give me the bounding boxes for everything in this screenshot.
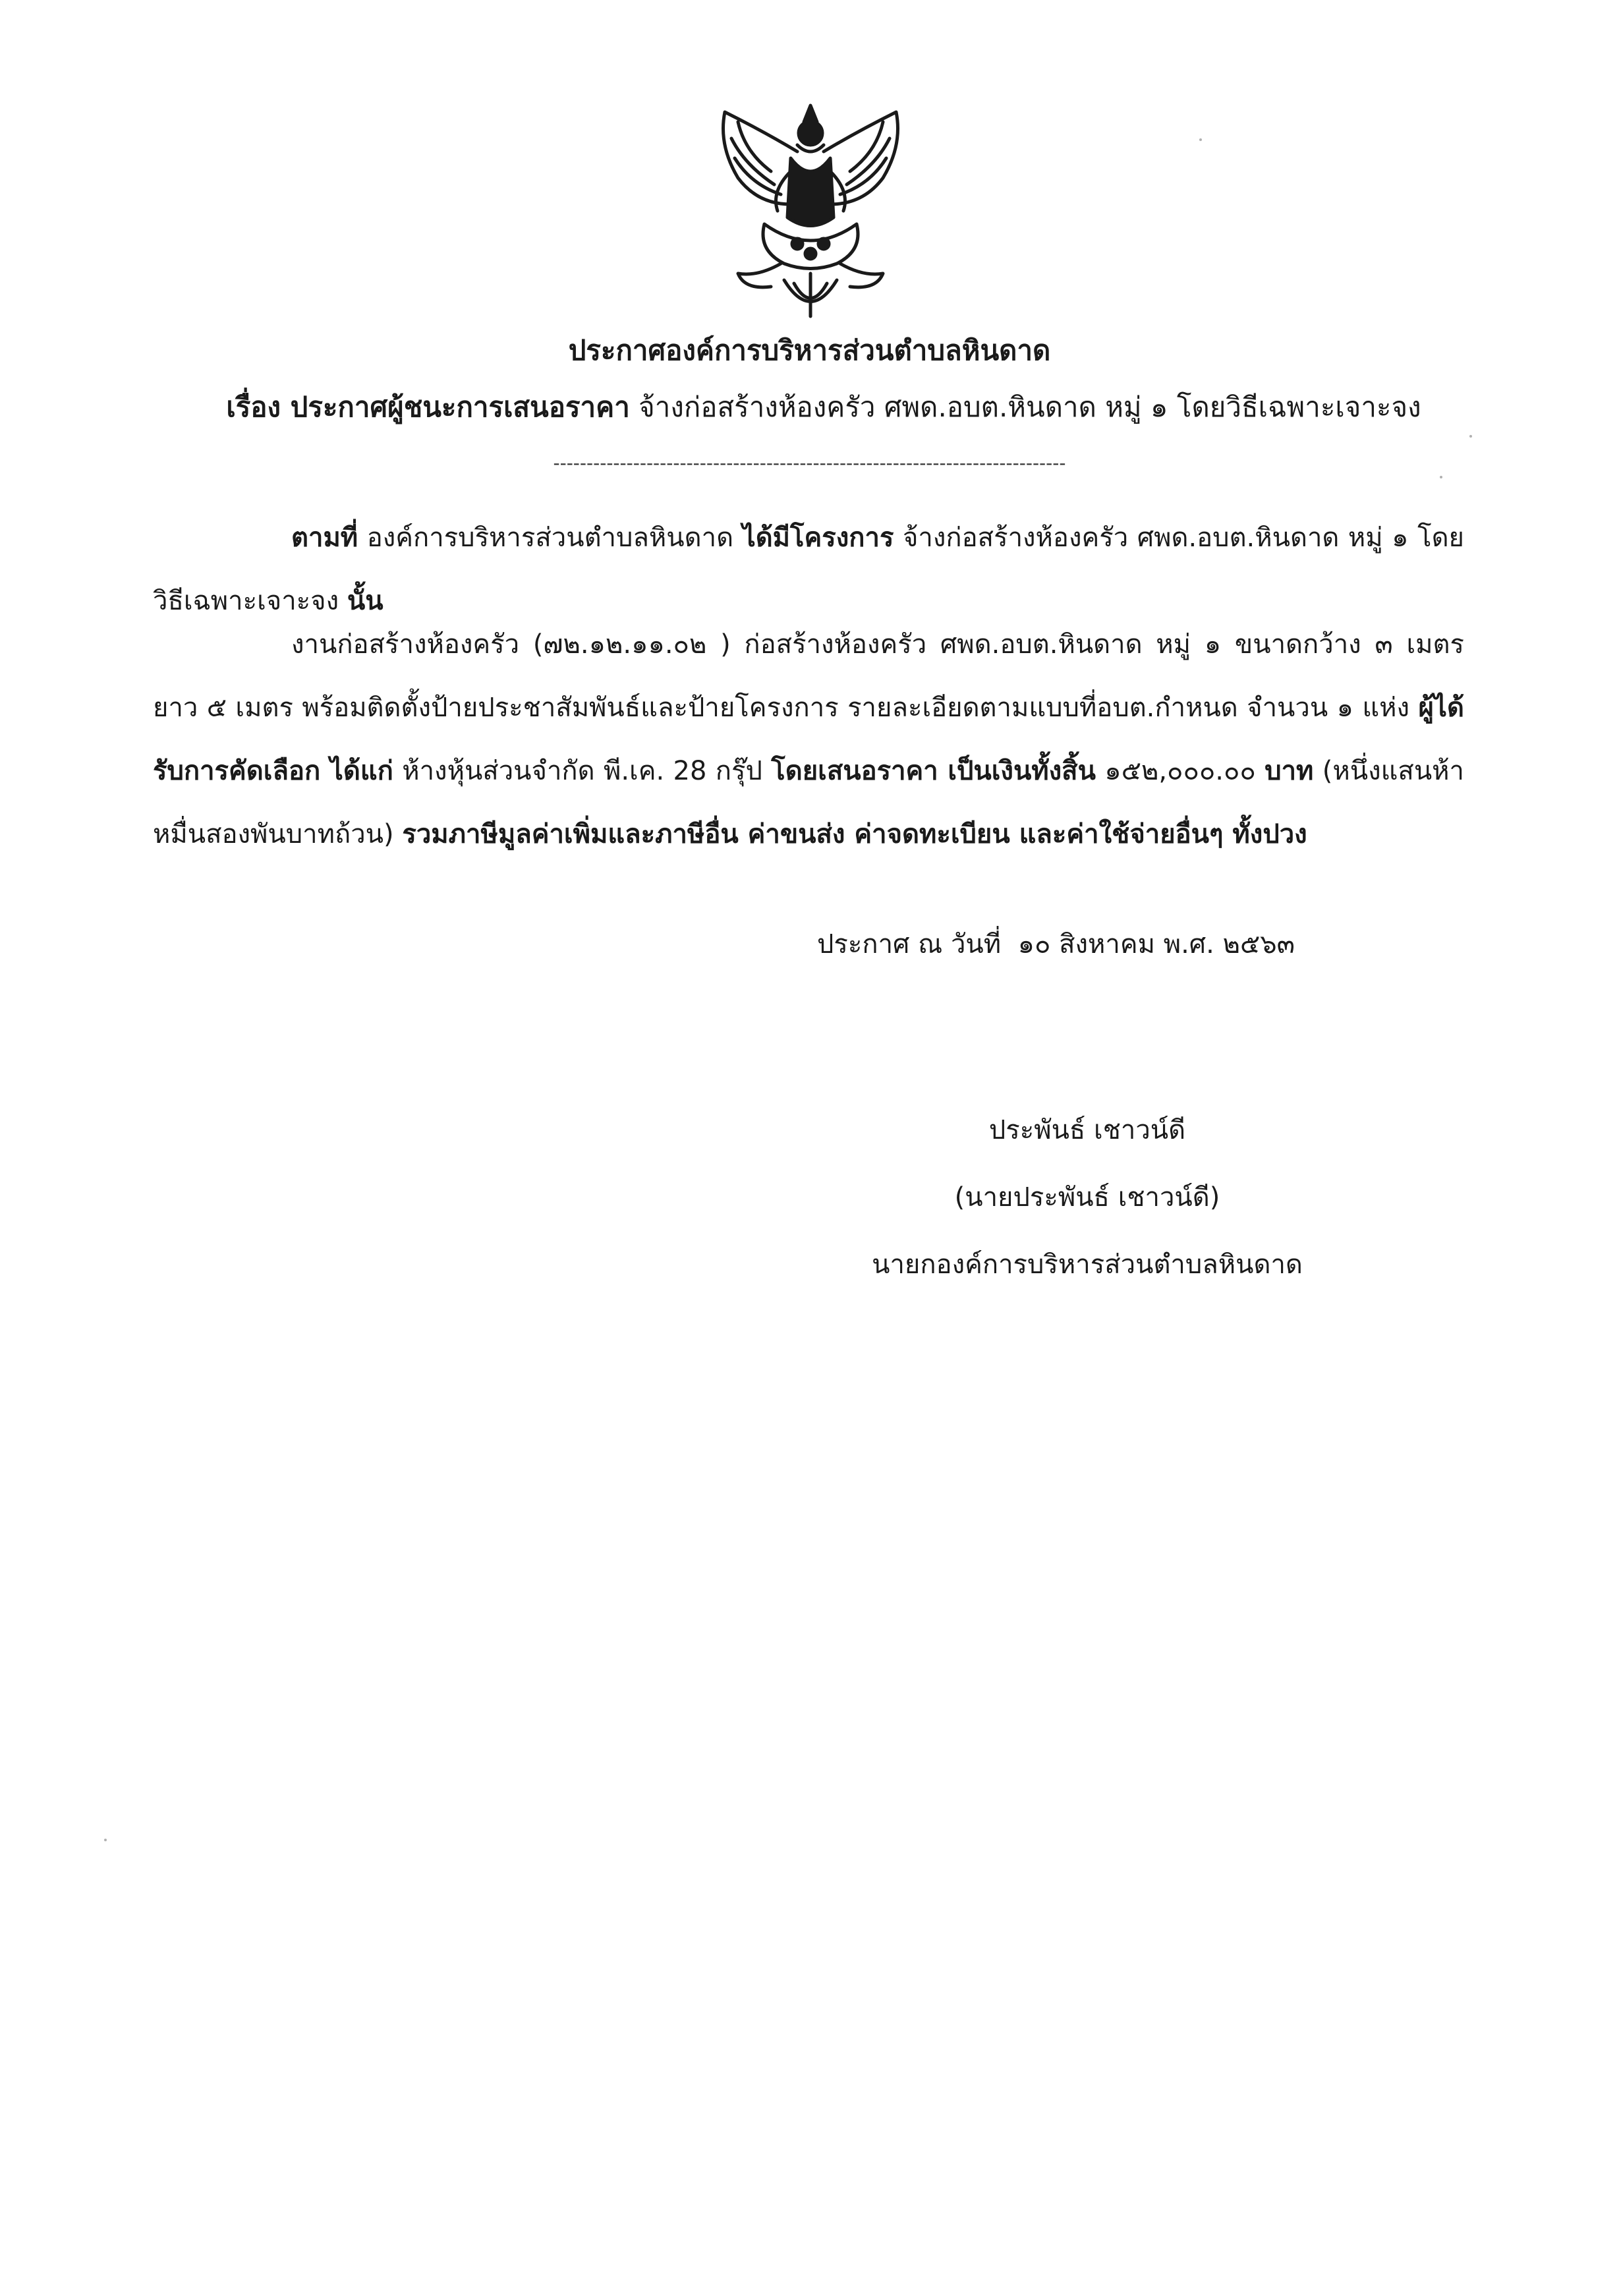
announce-date-value: ๑๐ สิงหาคม พ.ศ. ๒๕๖๓ bbox=[1017, 929, 1295, 960]
paragraph-detail-bold4: รวมภาษีมูลค่าเพิ่มและภาษีอื่น ค่าขนส่ง ค่าจดทะเบียน และค่าใช้จ่ายอื่นๆ ทั้งปวง bbox=[402, 819, 1307, 849]
paragraph-detail-text2: ห้างหุ้นส่วนจำกัด พี.เค. 28 กรุ๊ป bbox=[393, 756, 772, 786]
paragraph-intro-text1: องค์การบริหารส่วนตำบลหินดาด bbox=[358, 523, 743, 553]
paragraph-detail-bold1: ผู้ได้รับการคัดเลือก ได้แก่ bbox=[153, 693, 1464, 786]
paragraph-intro-bold2: ได้มีโครงการ bbox=[742, 523, 894, 553]
paragraph-intro-bold3: นั้น bbox=[347, 586, 383, 616]
announce-date-label: ประกาศ ณ วันที่ bbox=[817, 929, 1002, 960]
signature-name: ประพันธ์ เชาวน์ดี bbox=[988, 1115, 1186, 1145]
scan-speck bbox=[1469, 435, 1472, 438]
paragraph-detail-amount: ๑๕๒,๐๐๐.๐๐ bbox=[1095, 756, 1265, 786]
subject-line bbox=[198, 387, 1450, 427]
garuda-emblem-icon bbox=[698, 92, 923, 326]
paragraph-intro-lead: ตามที่ bbox=[291, 523, 358, 553]
signature-printed-name: (นายประพันธ์ เชาวน์ดี) bbox=[954, 1182, 1220, 1213]
scan-speck bbox=[1440, 476, 1442, 478]
paragraph-detail-text4: (หนึ่งแสนห้าหมื่นสองพันบาทถ้วน) bbox=[153, 756, 1464, 849]
scan-speck bbox=[1199, 138, 1202, 141]
paragraph-intro-text2: จ้างก่อสร้างห้องครัว ศพด.อบต.หินดาด หมู่ ๑ โดยวิธีเฉพาะเจาะจง bbox=[153, 523, 1464, 616]
announce-date bbox=[817, 921, 1295, 967]
scan-speck bbox=[104, 1839, 107, 1841]
signature-position: นายกองค์การบริหารส่วนตำบลหินดาด bbox=[872, 1249, 1303, 1280]
paragraph-detail-bold2: โดยเสนอราคา เป็นเงินทั้งสิ้น bbox=[771, 756, 1096, 786]
page-title: ประกาศองค์การบริหารส่วนตำบลหินดาด bbox=[568, 334, 1051, 366]
paragraph-detail bbox=[153, 613, 1464, 866]
paragraph-detail-text1: งานก่อสร้างห้องครัว (๗๒.๑๒.๑๑.๐๒ ) ก่อสร้างห้องครัว ศพด.อบต.หินดาด หมู่ ๑ ขนาดกว้าง ๓ เมตร ยาว ๕ เมตร พร้อมติดตั้งป้ายประชาสัมพันธ์และป้ายโครงการ รายละเอียดตามแบบที่อบต.กำหนด จำนวน ๑ แห่ง bbox=[153, 629, 1464, 723]
divider: ----------------------------------------------------------------------------- bbox=[553, 452, 1066, 474]
paragraph-detail-bold3: บาท bbox=[1264, 756, 1314, 786]
subject-text: จ้างก่อสร้างห้องครัว ศพด.อบต.หินดาด หมู่ ๑ โดยวิธีเฉพาะเจาะจง bbox=[629, 391, 1421, 423]
subject-label: เรื่อง ประกาศผู้ชนะการเสนอราคา bbox=[226, 391, 630, 423]
